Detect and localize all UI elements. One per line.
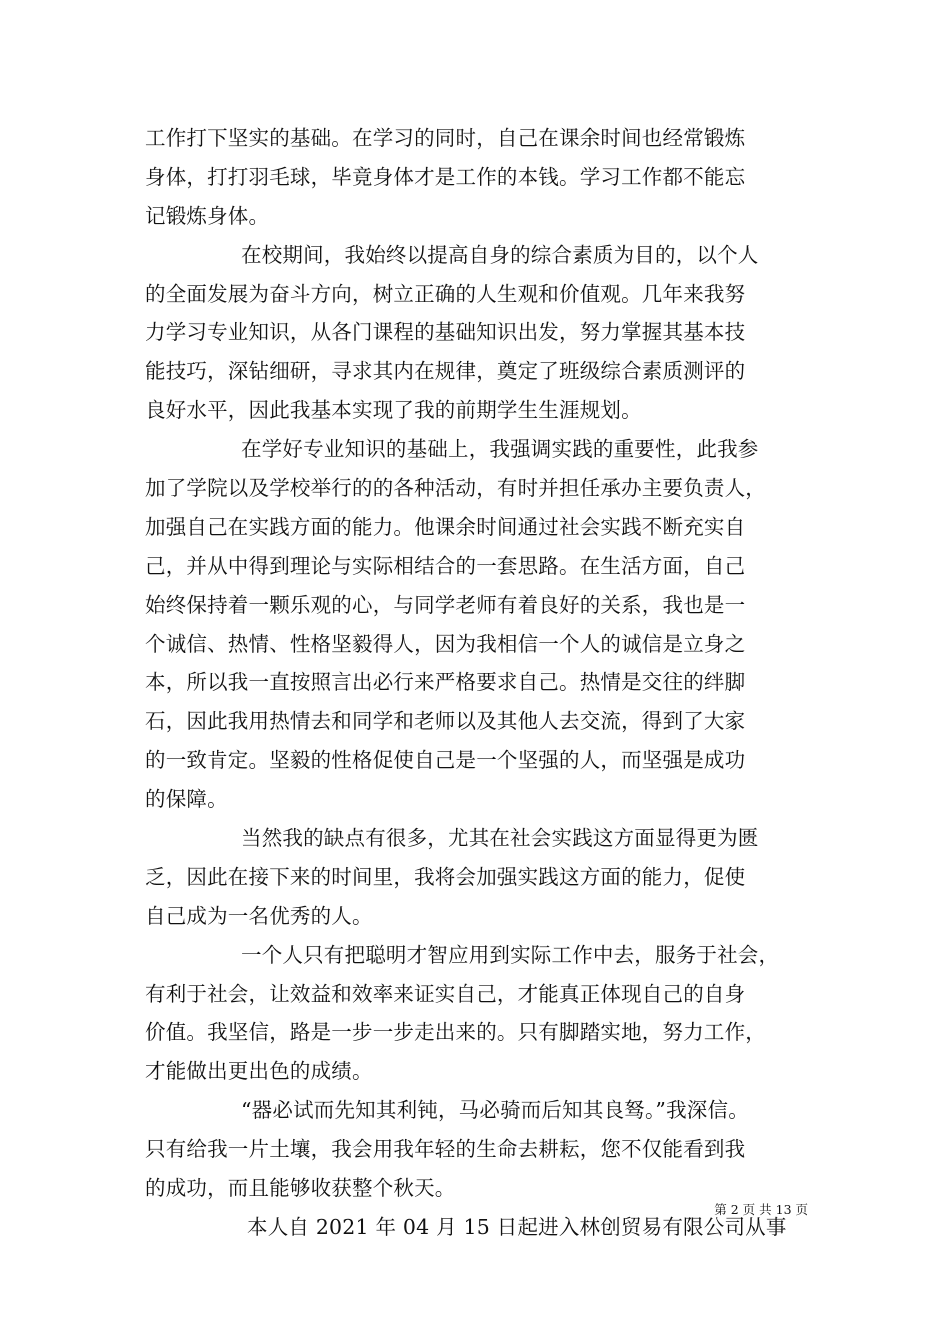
paragraph-start-line: 在学好专业知识的基础上，我强调实践的重要性，此我参 xyxy=(241,437,759,462)
text-line: 的一致肯定。坚毅的性格促使自己是一个坚强的人，而坚强是成功 xyxy=(145,748,746,773)
text-line: 能技巧，深钻细研，寻求其内在规律，奠定了班级综合素质测评的 xyxy=(145,359,746,384)
text-line: 本，所以我一直按照言出必行来严格要求自己。热情是交往的绊脚 xyxy=(145,670,746,695)
text-line: 才能做出更出色的成绩。 xyxy=(145,1059,373,1084)
body-text xyxy=(145,119,810,1247)
paragraph-start-line: 一个人只有把聪明才智应用到实际工作中去，服务于社会， xyxy=(241,942,780,967)
text-line: 力学习专业知识，从各门课程的基础知识出发，努力掌握其基本技 xyxy=(145,320,746,345)
text-line: 加了学院以及学校举行的的各种活动，有时并担任承办主要负责人， xyxy=(145,476,766,501)
text-line: 的全面发展为奋斗方向，树立正确的人生观和价值观。几年来我努 xyxy=(145,281,746,306)
text-line: 个诚信、热情、性格坚毅得人，因为我相信一个人的诚信是立身之 xyxy=(145,631,746,656)
text-line: 良好水平，因此我基本实现了我的前期学生生涯规划。 xyxy=(145,398,642,423)
text-line: 记锻炼身体。 xyxy=(145,203,270,228)
text-line: 工作打下坚实的基础。在学习的同时，自己在课余时间也经常锻炼 xyxy=(145,126,746,150)
paragraph-start-line: 当然我的缺点有很多，尤其在社会实践这方面显得更为匮 xyxy=(241,826,759,851)
text-line: 石，因此我用热情去和同学和老师以及其他人去交流，得到了大家 xyxy=(145,709,746,734)
text-line: 己，并从中得到理论与实际相结合的一套思路。在生活方面，自己 xyxy=(145,553,746,578)
text-line: 自己成为一名优秀的人。 xyxy=(145,903,373,928)
text-line: 始终保持着一颗乐观的心，与同学老师有着良好的关系，我也是一 xyxy=(145,592,746,617)
text-line: 的保障。 xyxy=(145,787,228,812)
text-line: 价值。我坚信，路是一步一步走出来的。只有脚踏实地，努力工作， xyxy=(145,1020,766,1045)
text-line: 只有给我一片土壤，我会用我年轻的生命去耕耘，您不仅能看到我 xyxy=(145,1137,746,1162)
paragraph-start-line: 在校期间，我始终以提高自身的综合素质为目的，以个人 xyxy=(241,242,759,267)
text-line: 有利于社会，让效益和效率来证实自己，才能真正体现自己的自身 xyxy=(145,981,746,1006)
text-line: 身体，打打羽毛球，毕竟身体才是工作的本钱。学习工作都不能忘 xyxy=(145,164,746,189)
paragraph-start-line: “器必试而先知其利钝，马必骑而后知其良驽。”我深信。 xyxy=(241,1098,749,1123)
text-line: 的成功，而且能够收获整个秋天。 xyxy=(145,1176,456,1201)
text-line: 加强自己在实践方面的能力。他课余时间通过社会实践不断充实自 xyxy=(145,514,746,539)
text-line: 乏，因此在接下来的时间里，我将会加强实践这方面的能力，促使 xyxy=(145,864,746,889)
paragraph-start-line: 本人自 2021 年 04 月 15 日起进入林创贸易有限公司从事 xyxy=(247,1214,787,1239)
page-number-footer: 第 2 页 共 13 页 xyxy=(714,1202,808,1217)
